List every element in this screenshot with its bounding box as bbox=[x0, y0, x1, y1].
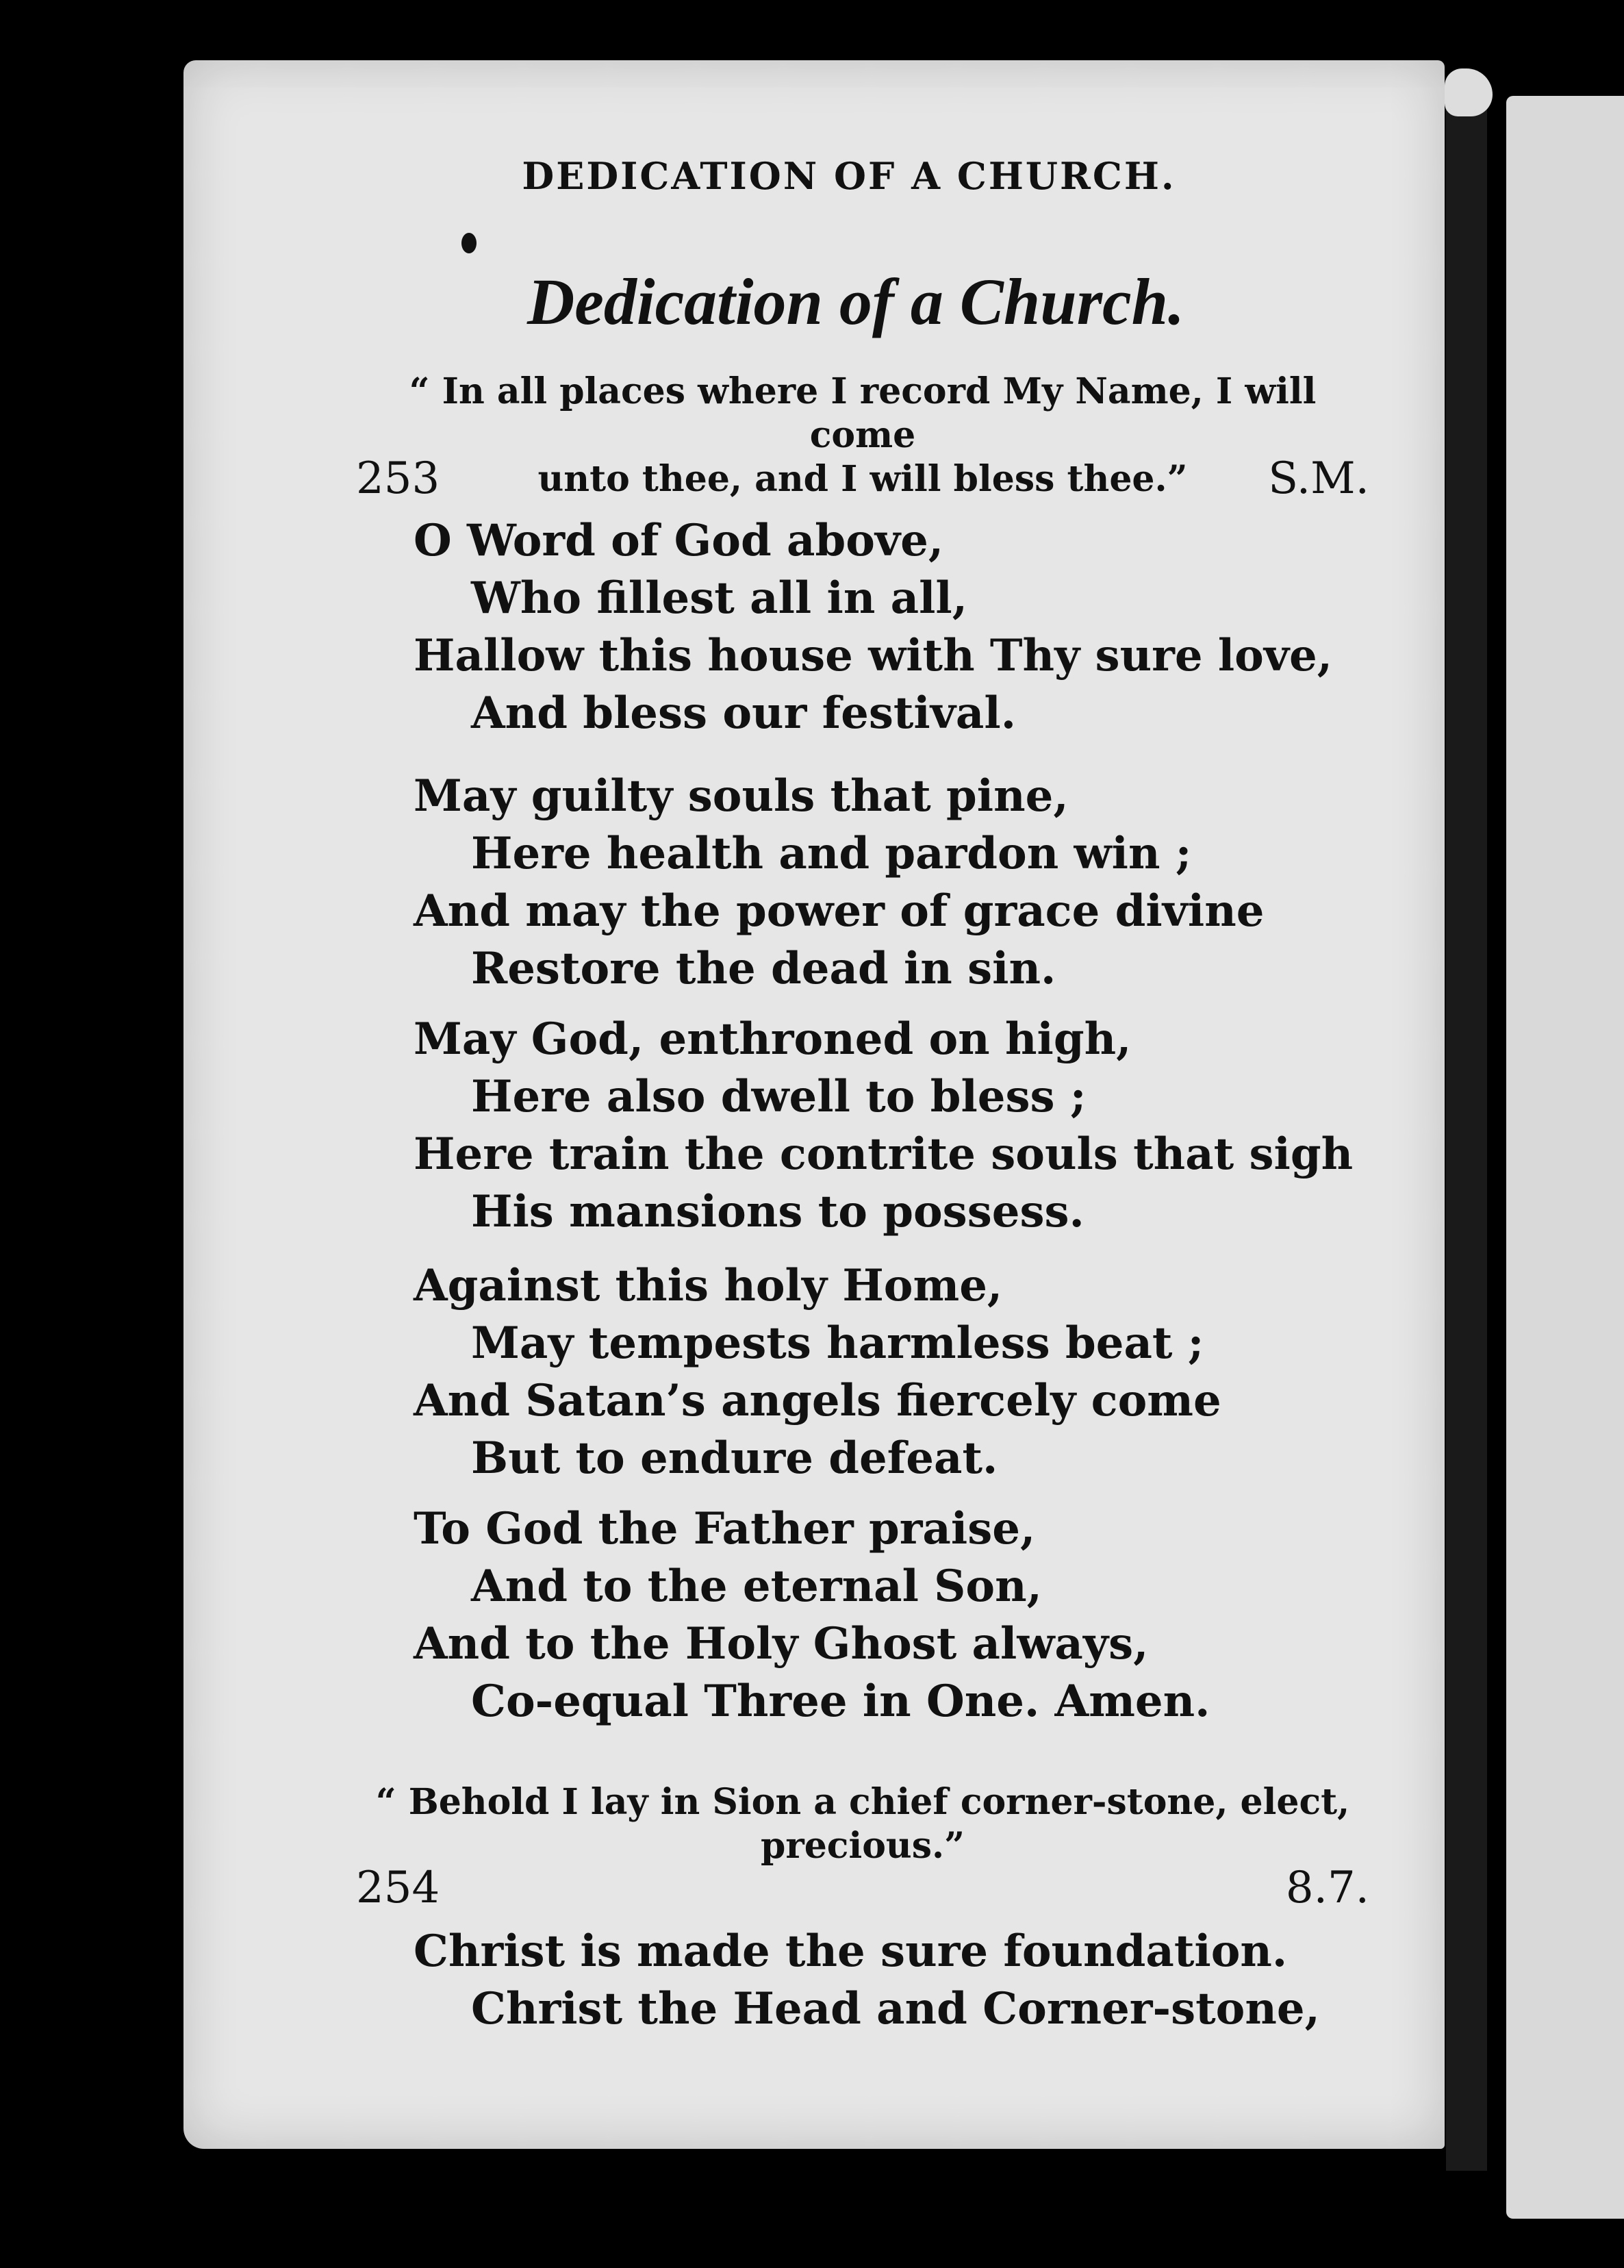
hymn-254-epigraph bbox=[356, 1780, 1369, 1868]
hymn-number: 254 bbox=[356, 1863, 440, 1913]
verse-line: His mansions to possess. bbox=[471, 1186, 1084, 1237]
verse-line: To God the Father praise, bbox=[414, 1503, 1036, 1554]
verse-line: Who fillest all in all, bbox=[471, 572, 967, 624]
hymn-253-header bbox=[356, 453, 1369, 504]
section-title: Dedication of a Church. bbox=[526, 265, 1185, 338]
verse-line: Here also dwell to bless ; bbox=[471, 1071, 1087, 1122]
hymn-meter: 8.7. bbox=[1285, 1863, 1369, 1913]
verse-line: May guilty souls that pine, bbox=[414, 770, 1069, 822]
verse-line: But to endure defeat. bbox=[471, 1433, 998, 1484]
verse-line: And may the power of grace divine bbox=[414, 885, 1265, 937]
verse-line: O Word of God above, bbox=[414, 515, 944, 566]
verse-line: And bless our festival. bbox=[471, 688, 1016, 739]
verse-line: And to the Holy Ghost always, bbox=[414, 1618, 1149, 1670]
hymn-meter: S.M. bbox=[1268, 453, 1369, 504]
verse-line: Against this holy Home, bbox=[414, 1260, 1003, 1311]
verse-line: Hallow this house with Thy sure love, bbox=[414, 630, 1332, 681]
epigraph-line: “ In all places where I record My Name, I will come bbox=[409, 370, 1317, 456]
verse-line: And to the eternal Son, bbox=[471, 1561, 1042, 1612]
verse-line: Co-equal Three in One. Amen. bbox=[471, 1676, 1210, 1727]
verse-line: And Satan’s angels fiercely come bbox=[414, 1375, 1221, 1426]
verse-line: May tempests harmless beat ; bbox=[471, 1318, 1204, 1369]
epigraph-line: precious.” bbox=[760, 1825, 965, 1867]
verse-line: Christ the Head and Corner-stone, bbox=[471, 1983, 1320, 2034]
verse-line: Here health and pardon win ; bbox=[471, 828, 1192, 879]
verse-line: May God, enthroned on high, bbox=[414, 1013, 1132, 1065]
verse-line: Restore the dead in sin. bbox=[471, 943, 1056, 994]
hymn-254-header bbox=[356, 1863, 1369, 1913]
epigraph-line: “ Behold I lay in Sion a chief corner-stone, elect, bbox=[375, 1781, 1350, 1823]
epigraph-line: unto thee, and I will bless thee.” bbox=[537, 458, 1188, 500]
verse-line: Here train the contrite souls that sigh bbox=[414, 1129, 1354, 1180]
running-head: DEDICATION OF A CHURCH. bbox=[522, 154, 1176, 198]
verse-line: Christ is made the sure foundation. bbox=[414, 1926, 1288, 1977]
ink-spot bbox=[461, 233, 477, 253]
hymn-number: 253 bbox=[356, 453, 440, 504]
